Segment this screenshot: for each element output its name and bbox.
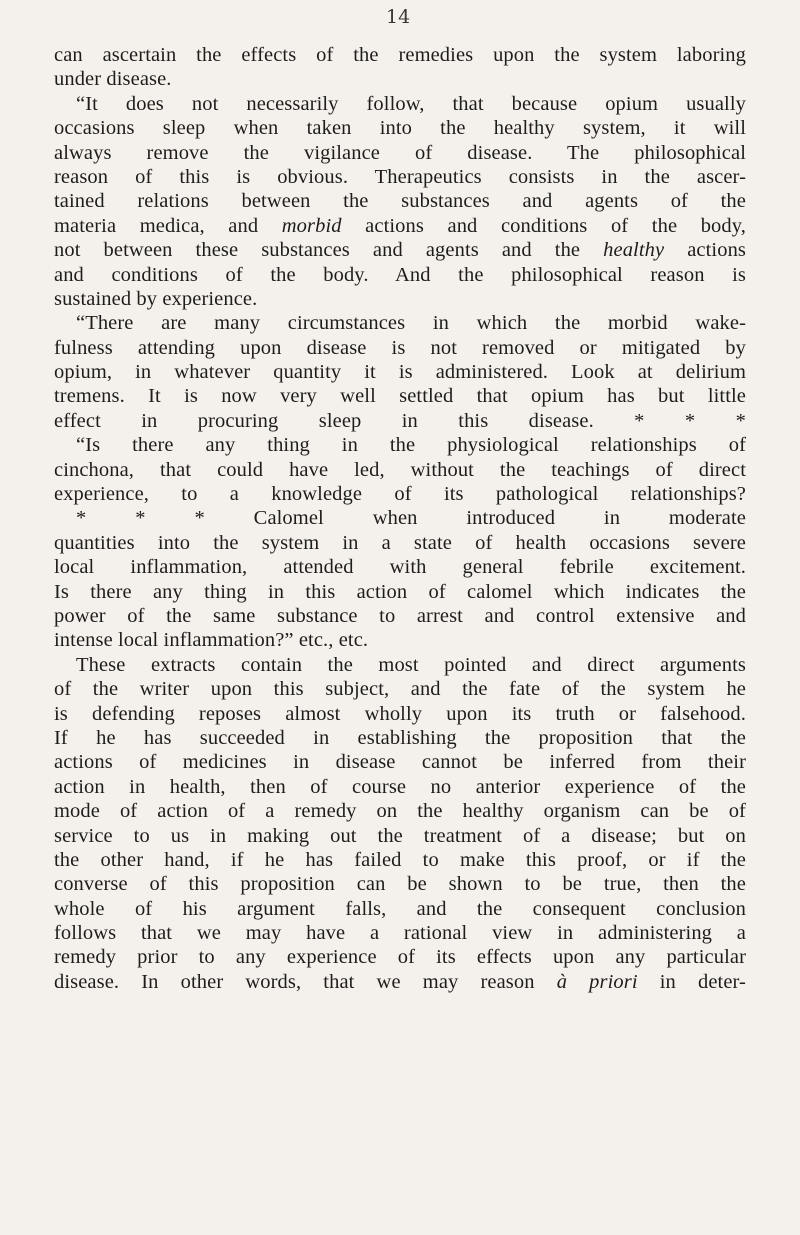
text-line: experience, to a knowledge of its pathological relationships? — [54, 483, 746, 506]
text-line: “There are many circumstances in which the morbid wake- — [76, 312, 746, 335]
text-line: always remove the vigilance of disease. The philosophical — [54, 141, 746, 164]
text-line: the other hand, if he has failed to make this proof, or if the — [54, 848, 746, 871]
text-line: local inflammation, attended with general febrile excitement. — [54, 556, 746, 579]
italic-term: healthy — [603, 239, 665, 262]
text-line: can ascertain the effects of the remedies upon the system laboring — [54, 44, 746, 66]
text-line: action in health, then of course no anterior experience of the — [54, 775, 746, 798]
text-line: “It does not necessarily follow, that because opium usually — [76, 92, 746, 115]
italic-term: à priori — [556, 970, 638, 993]
text-line: of the writer upon this subject, and the fate of the system he — [54, 678, 746, 701]
text-line: If he has succeeded in establishing the proposition that the — [54, 726, 746, 749]
text-line: * * * Calomel when introduced in moderate — [76, 507, 746, 530]
text-line: whole of his argument falls, and the consequent conclusion — [54, 897, 746, 920]
text-line: occasions sleep when taken into the healthy system, it will — [54, 117, 746, 140]
text-line: intense local inflammation?” etc., etc. — [54, 629, 369, 652]
text-line: fulness attending upon disease is not removed or mitigated by — [54, 336, 746, 359]
text-line: tained relations between the substances and agents of the — [54, 190, 746, 213]
text-line: These extracts contain the most pointed and direct arguments — [76, 653, 746, 676]
text-line: power of the same substance to arrest and control extensive and — [54, 604, 746, 627]
text-line: sustained by experience. — [54, 287, 258, 310]
text-line: follows that we may have a rational view in administering a — [54, 922, 746, 945]
text-line: opium, in whatever quantity it is administered. Look at delirium — [54, 361, 746, 384]
text-line: Is there any thing in this action of calomel which indicates the — [54, 580, 746, 603]
text-line: “Is there any thing in the physiological relationships of — [76, 434, 746, 457]
text-line: cinchona, that could have led, without the teachings of direct — [54, 458, 746, 481]
text-line: remedy prior to any experience of its effects upon any particular — [54, 946, 746, 969]
text-line: quantities into the system in a state of health occasions severe — [54, 531, 746, 554]
text-line: and conditions of the body. And the philosophical reason is — [54, 263, 746, 286]
text-line: actions of medicines in disease cannot be inferred from their — [54, 751, 746, 774]
text-line: materia medica, and morbid actions and conditions of the body, — [54, 214, 747, 237]
text-line: under disease. — [54, 68, 172, 91]
text-line: converse of this proposition can be shown to be true, then the — [54, 873, 746, 896]
text-line: not between these substances and agents and the healthy actions — [54, 239, 747, 262]
text-line: disease. In other words, that we may reason à priori in deter- — [54, 970, 746, 993]
text-line: is defending reposes almost wholly upon its truth or falsehood. — [54, 702, 746, 725]
italic-term: morbid — [281, 214, 342, 237]
text-line: effect in procuring sleep in this disease. * * * — [54, 409, 746, 432]
text-line: service to us in making out the treatment of a disease; but on — [54, 824, 746, 847]
text-line: mode of action of a remedy on the healthy organism can be of — [54, 800, 746, 823]
body-text — [54, 43, 746, 994]
page-number: 14 — [386, 6, 411, 28]
text-line: tremens. It is now very well settled that opium has but little — [54, 385, 746, 408]
text-line: reason of this is obvious. Therapeutics consists in the ascer- — [54, 165, 746, 188]
